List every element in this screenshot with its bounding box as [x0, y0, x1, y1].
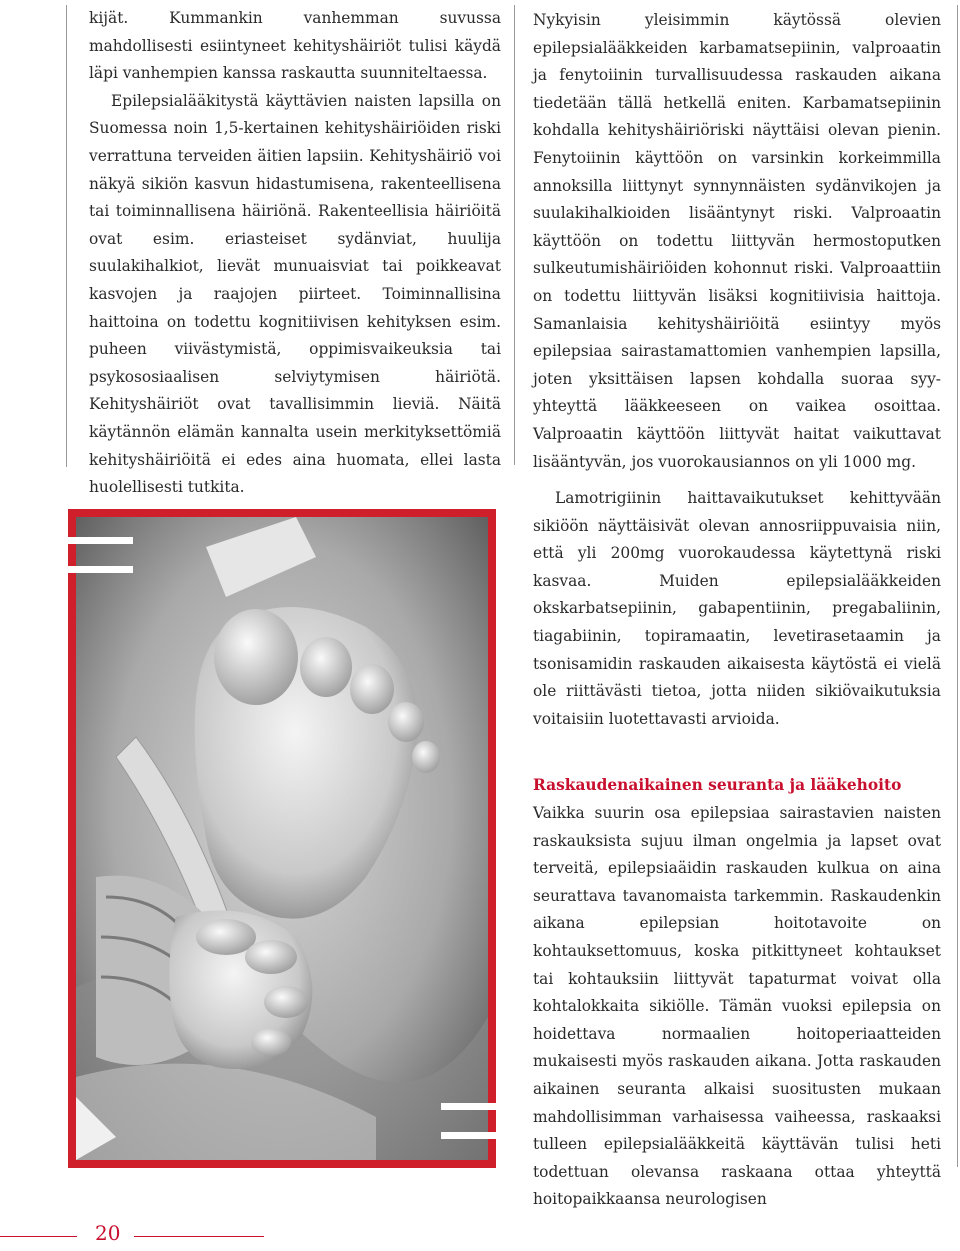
footer-line-right	[134, 1236, 264, 1237]
right-text-column	[533, 7, 941, 1214]
right-paragraph-1: Nykyisin yleisimmin käytössä olevien epilepsialääkkeiden karbamatsepiinin, valproaatin ja fenytoiinin turvallisuudessa raskauden aikana tiedetään tällä hetkellä eniten. Karbamatsepiinin kohdalla kehityshäiriöriski näyttäisi olevan pienin. Fenytoiinin käyttöön on varsinkin korkeimmilla annoksilla liittynyt synnynnäisten sydänvikojen ja suulakihalkioiden lisääntynyt riski. Valproaatin käyttöön on todettu liittyvän hermostoputken sulkeutumishäiriöiden kohonnut riski. Valproaattiin on todettu liittyvän lisäksi kognitiivisia haittoja. Samanlaisia kehityshäiriöitä esiintyy myös epilepsiaa sairastamattomien vanhempien lapsilla, joten yksittäisen lapsen kohdalla suoraa syy-yhteyttä lääkkeeseen on vaikea osoittaa. Valproaatin käyttöön liittyvät haitat vaikuttavat lisääntyvän, jos vuorokausiannos on yli 1000 mg.	[533, 11, 941, 471]
baby-feet-photo	[76, 517, 488, 1160]
section-heading: Raskaudenaikainen seuranta ja lääkehoito	[533, 776, 902, 795]
left-paragraph-1: kijät. Kummankin vanhemman suvussa mahdollisesti esiintyneet kehityshäiriöt tulisi käydä läpi vanhempien kanssa raskautta suunniteltaessa.	[89, 9, 501, 83]
footer-line-left	[0, 1236, 77, 1237]
decorative-bar-top-1	[68, 537, 133, 544]
decorative-bar-bottom-2	[441, 1132, 496, 1139]
right-paragraph-2: Lamotrigiinin haittavaikutukset kehittyvään sikiöön näyttäisivät olevan annosriippuvaisia niin, että yli 200mg vuorokaudessa käytettynä riski kasvaa. Muiden epilepsialääkkeiden okskarbatsepiinin, gabapentiinin, pregabaliinin, tiagabiinin, topiramaatin, levetirasetaamin ja tsonisamidin raskauden aikaisesta käytöstä ei vielä ole riittävästi tietoa, jotta niiden sikiövaikutuksia voitaisiin luotettavasti arvioida.	[533, 489, 941, 728]
page-number: 20	[95, 1221, 121, 1245]
right-margin-rule	[957, 5, 958, 1167]
right-paragraph-3: Vaikka suurin osa epilepsiaa sairastavien naisten raskauksista sujuu ilman ongelmia ja lapset ovat terveitä, epilepsiaäidin raskauden kulkua on aina seurattava tavanomaista tarkemmin. Raskaudenkin aikana epilepsian hoitotavoite on kohtauksettomuus, koska pitkittyneet kohtaukset tai kohtauksiin liittyvät tapaturmat voivat olla kohtalokkaita sikiölle. Tämän vuoksi epilepsia on hoidettava normaalien hoitoperiaatteiden mukaisesti myös raskauden aikana. Jotta raskauden aikainen seuranta alkaisi suositusten mukaan mahdollisimman varhaisessa vaiheessa, raskaaksi tulleen epilepsialääkkeitä käyttävän tulisi heti todettuan olevansa raskaana ottaa yhteyttä hoitopaikkaansa neurologisen	[533, 804, 941, 1209]
decorative-bar-bottom-1	[441, 1103, 496, 1110]
left-margin-rule	[66, 5, 67, 467]
baby-photo-frame	[68, 509, 496, 1168]
column-divider-rule	[514, 5, 515, 465]
left-paragraph-2: Epilepsialääkitystä käyttävien naisten lapsilla on Suomessa noin 1,5-kertainen kehityshäiriöiden riski verrattuna terveiden äitien lapsiin. Kehityshäiriö voi näkyä sikiön kasvun hidastumisena, rakenteellisena tai toiminnallisena häiriönä. Rakenteellisia häiriöitä ovat esim. eriasteiset sydänviat, huulija suulakihalkiot, lievät munuaisviat tai poikkeavat kasvojen ja raajojen piirteet. Toiminnallisina haittoina on todettu kognitiivisen kehityksen esim. puheen viivästymistä, oppimisvaikeuksia tai psykososiaalisen selviytymisen häiriötä. Kehityshäiriöt ovat tavallisimmin lieviä. Näitä käytännön elämän kannalta usein merkityksettömiä kehityshäiriöitä ei edes aina huomata, ellei lasta huolellisesti tutkita.	[89, 91, 501, 497]
left-text-column	[89, 5, 501, 502]
decorative-bar-top-2	[68, 566, 133, 573]
